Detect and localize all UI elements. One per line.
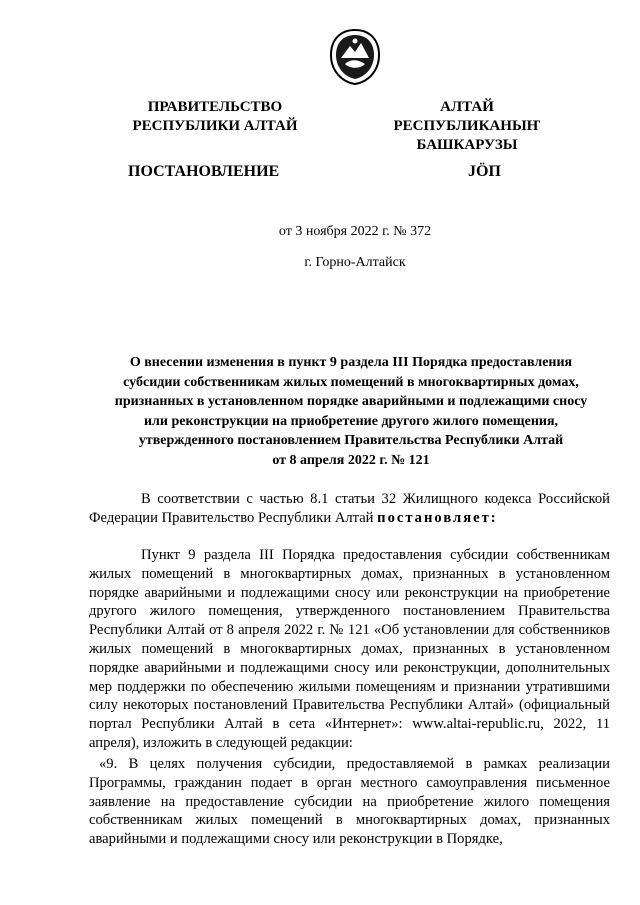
document-title bbox=[86, 353, 616, 470]
resolves-keyword: постановляет: bbox=[377, 509, 498, 526]
government-name-russian bbox=[120, 98, 310, 136]
org-line: РЕСПУБЛИКИ АЛТАЙ bbox=[132, 118, 298, 134]
title-line: признанных в установленном порядке аварийными и подлежащими сносу bbox=[114, 394, 588, 409]
document-type-altai: JӦП bbox=[468, 163, 501, 180]
coat-of-arms-emblem bbox=[328, 28, 382, 86]
new-wording-paragraph: «9. В целях получения субсидии, предоставляемой в рамках реализации Программы, гражданин подает в орган местного самоуправления письменное заявление на предоставление субсидии на приобретение жилого помещения собственникам жилых помещений в многоквартирных домах, признанных аварийными и подлежащими сносу или реконструкции в Порядке, bbox=[89, 756, 610, 848]
document-type-russian: ПОСТАНОВЛЕНИЕ bbox=[128, 163, 280, 180]
title-line: О внесении изменения в пункт 9 раздела III Порядка предоставления bbox=[129, 355, 573, 370]
government-name-altai bbox=[372, 98, 562, 155]
document-city: г. Горно-Алтайск bbox=[304, 255, 406, 270]
preamble-paragraph bbox=[89, 490, 610, 528]
title-line: утвержденного постановлением Правительства Республики Алтай bbox=[138, 433, 564, 448]
org-line: БАШКАРУЗЫ bbox=[416, 137, 518, 153]
title-line: от 8 апреля 2022 г. № 121 bbox=[272, 452, 430, 468]
org-line: АЛТАЙ РЕСПУБЛИКАНЫҤ bbox=[393, 99, 541, 134]
amendment-paragraph: Пункт 9 раздела III Порядка предоставления субсидии собственникам жилых помещений в многоквартирных домах, признанных в установленном порядке аварийными и подлежащими сносу или реконструкции на приобретение другого жилого помещения, утвержденного постановлением Правительства Республики Алтай от 8 апреля 2022 г. № 121 «Об установлении для собственников жилых помещений в многоквартирных домах, признанных в установленном порядке аварийными и подлежащими сносу или реконструкции, дополнительных мер поддержки по обеспечению жилыми помещениям и признании утратившими силу некоторых постановлений Правительства Республики Алтай» (официальный портал Республики Алтай в сета «Интернет»: www.altai-republic.ru, 2022, 11 апреля), изложить в следующей редакции: bbox=[89, 547, 610, 751]
title-line: субсидии собственникам жилых помещений в многоквартирных домах, bbox=[123, 374, 579, 390]
title-line: или реконструкции на приобретение другого жилого помещения, bbox=[143, 413, 559, 429]
org-line: ПРАВИТЕЛЬСТВО bbox=[147, 99, 283, 115]
document-date-number: от 3 ноября 2022 г. № 372 bbox=[278, 224, 432, 239]
preamble-text: В соответствии с частью 8.1 статьи 32 Жилищного кодекса Российской Федерации Правительство Республики Алтай bbox=[89, 491, 610, 526]
